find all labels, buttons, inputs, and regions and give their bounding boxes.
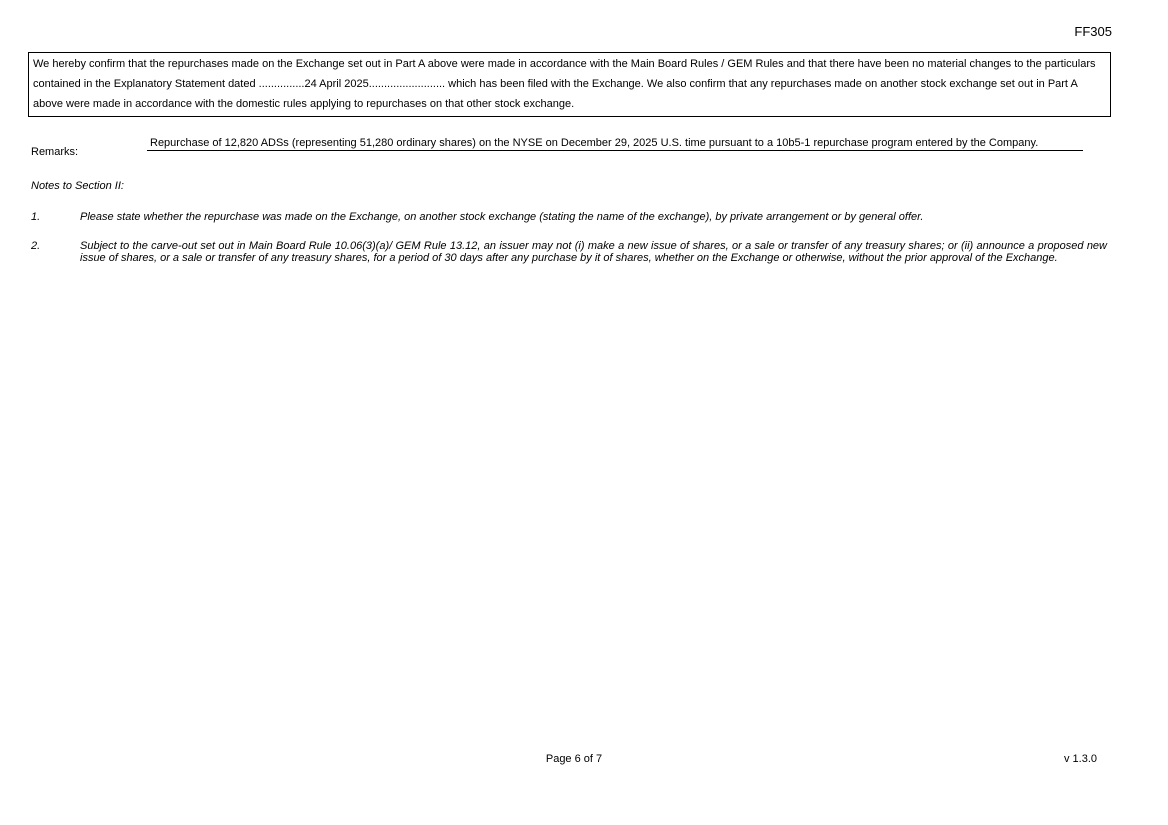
note-text: Subject to the carve-out set out in Main Board Rule 10.06(3)(a)/ GEM Rule 13.12, an issuer may not (i) make a new issue of shares, or a sale or transfer of any treasury shares; or (ii) announce a proposed new issue of shares, or a sale or transfer of any treasury shares, for a period of 30 days after any purchase by it of shares, whether on the Exchange or otherwise, without the prior approval of the Exchange. — [80, 240, 1107, 264]
note-item — [31, 240, 1107, 284]
page-number: Page 6 of 7 — [545, 753, 603, 765]
note-number: 1. — [31, 211, 41, 223]
form-code: FF305 — [1074, 24, 1112, 39]
remarks-label: Remarks: — [31, 146, 79, 158]
note-item — [31, 211, 1107, 225]
confirmation-statement: We hereby confirm that the repurchases made on the Exchange set out in Part A above were made in accordance with the Main Board Rules / GEM Rules and that there have been no material changes to the particulars contained in the Explanatory Statement dated ...............24 April 2025......................... which has been filed with the Exchange. We also confirm that any repurchases made on another stock exchange set out in Part A above were made in accordance with the domestic rules applying to repurchases on that other stock exchange. — [28, 52, 1111, 117]
remarks-text: Repurchase of 12,820 ADSs (representing 51,280 ordinary shares) on the NYSE on December 29, 2025 U.S. time pursuant to a 10b5-1 repurchase program entered by the Company. — [147, 136, 1083, 151]
note-number: 2. — [31, 240, 41, 252]
version-label: v 1.3.0 — [1063, 753, 1097, 765]
notes-title: Notes to Section II: — [31, 180, 124, 192]
remarks-section — [31, 136, 1083, 166]
note-text: Please state whether the repurchase was made on the Exchange, on another stock exchange (stating the name of the exchange), by private arrangement or by general offer. — [80, 211, 924, 223]
